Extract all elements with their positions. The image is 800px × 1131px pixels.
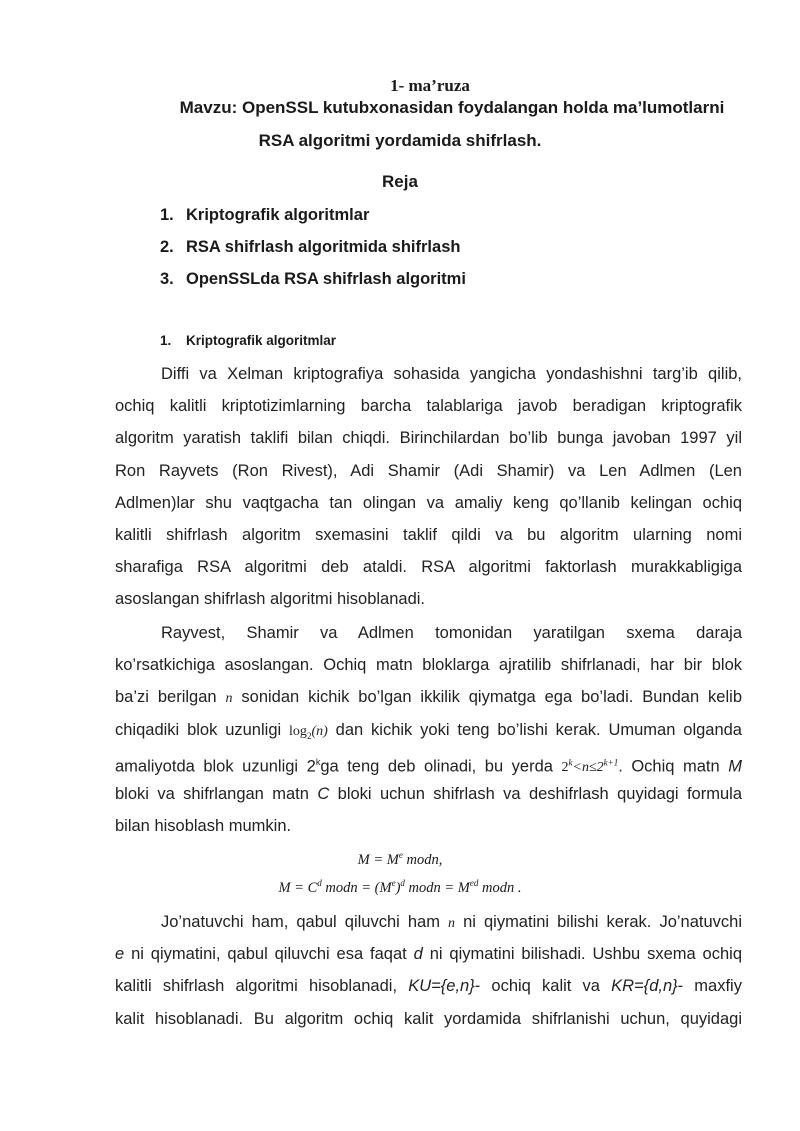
paragraph-line [115, 778, 742, 810]
paragraph-1 [115, 358, 742, 616]
paragraph-line: sharafiga RSA algoritmi deb ataldi. RSA algoritmi faktorlash murakkabligiga [115, 558, 742, 577]
math-variable-M: M [728, 757, 742, 776]
paragraph-line: kalit hisoblanadi. Bu algoritm ochiq kalit yordamida shifrlanishi uchun, quyidagi [115, 1009, 742, 1028]
plan-item-label: RSA shifrlash algoritmida shifrlash [186, 238, 461, 256]
text-run: ba’zi berilgan [115, 688, 217, 707]
paragraph-line: Rayvest, Shamir va Adlmen tomonidan yaratilgan sxema daraja [161, 624, 742, 642]
text-run: Jo’natuvchi ham, qabul qiluvchi ham [161, 913, 440, 931]
paragraph-line: Diffi va Xelman kriptografiya sohasida yangicha yondashishni targ’ib qilib, [161, 365, 742, 383]
section-title: Kriptografik algoritmlar [186, 333, 337, 348]
math-variable-n: n [225, 691, 233, 707]
plan-item-label: OpenSSLda RSA shifrlash algoritmi [186, 270, 466, 288]
paragraph-line: ochiq kalitli kriptotizimlarning barcha talablariga javob beradigan kriptografik [115, 397, 742, 416]
paragraph-line: algoritm yaratish taklifi bilan chiqdi. Birinchilardan bo’lib bunga javoban 1997 yil [115, 429, 742, 448]
math-variable-n: n [448, 916, 456, 931]
paragraph-line: ko’rsatkichiga asoslangan. Ochiq matn bloklarga ajratilib shifrlanadi, har bir blok [115, 656, 742, 675]
exponent: k [568, 757, 573, 768]
math-variable-d: d [413, 945, 423, 964]
formula-part: ) [395, 879, 401, 896]
text-run: . Ochiq matn [618, 757, 720, 776]
public-key: KU={e,n} [408, 977, 475, 996]
plan-list [160, 204, 466, 300]
plan-item [160, 204, 466, 236]
plan-title: Reja [382, 172, 418, 191]
formula-part: modn, [406, 851, 443, 868]
paragraph-line: kalitli shifrlash algoritm sxemasini taklif qildi va bu algoritm ularning nomi [115, 525, 742, 544]
formula-encryption [0, 850, 800, 869]
exponent: d [317, 878, 322, 888]
text-run: dan kichik yoki teng bo’lishi kerak. Umuman olganda [335, 720, 742, 739]
text-run: ni qiymatini bilishi kerak. Jo’natuvchi [463, 913, 742, 931]
math-variable-C: C [317, 784, 330, 803]
exponent: e [398, 850, 403, 860]
text-run: kalitli shifrlash algoritmi hisoblanadi, [115, 977, 398, 996]
text-run: bloki uchun shifrlash va deshifrlash quyidagi formula [337, 784, 742, 803]
paragraph-line: bilan hisoblash mumkin. [115, 817, 292, 836]
topic-title-line2: RSA algoritmi yordamida shifrlash. [258, 131, 542, 150]
paragraph-line [115, 746, 742, 778]
paragraph-line: asoslangan shifrlash algoritmi hisoblanadi. [115, 590, 426, 609]
formula-part: M = C [278, 879, 318, 896]
paragraph-line: Adlmen)lar shu vaqtgacha tan olingan va amaliy keng qo’llanib kelingan ochiq [115, 493, 742, 512]
text-run: - maxfiy [677, 977, 742, 996]
paragraph-3 [115, 906, 742, 1035]
plan-item-label: Kriptografik algoritmlar [186, 206, 370, 224]
exponent: k [315, 756, 321, 767]
section-number: 1. [160, 333, 172, 348]
private-key: KR={d,n} [611, 977, 678, 996]
formula-part: modn = M [408, 879, 470, 896]
paragraph-line [115, 938, 742, 970]
text-run: bloki va shifrlangan matn [115, 784, 309, 803]
log-argument: (n) [311, 723, 328, 739]
inequality [561, 757, 619, 776]
log-base: 2 [306, 730, 312, 741]
lecture-number: 1- ma’ruza [390, 76, 470, 95]
section-heading [160, 333, 336, 348]
exponent: ed [469, 878, 479, 888]
topic-title-line1: Mavzu: OpenSSL kutubxonasidan foydalangan holda ma’lumotlarni [179, 98, 725, 117]
paragraph-2 [115, 617, 742, 842]
text-run: ni qiymatini, qabul qiluvchi esa faqat [131, 945, 407, 964]
math-variable-e: e [115, 945, 125, 964]
ineq-base: 2 [561, 760, 569, 776]
text-run: chiqadiki blok uzunligi [115, 720, 282, 739]
exponent: d [400, 878, 405, 888]
text-run: amaliyotda blok uzunligi 2 [115, 757, 316, 776]
formula-decryption [0, 878, 800, 897]
paragraph-line [115, 714, 742, 746]
exponent: e [391, 878, 396, 888]
log-expression [289, 724, 328, 739]
text-run: sonidan kichik bo’lgan ikkilik qiymatga ega bo’ladi. Bundan kelib [241, 688, 742, 707]
plan-item [160, 236, 466, 268]
paragraph-line [115, 906, 742, 938]
formula-part: modn . [482, 879, 522, 896]
text-run: ga teng deb olinadi, bu yerda [320, 757, 553, 776]
paragraph-line [115, 681, 742, 713]
plan-item-number: 2. [160, 238, 174, 256]
paragraph-line [115, 970, 742, 1002]
ineq-middle: <n≤2 [572, 760, 604, 776]
exponent: k+1 [603, 757, 619, 768]
plan-item-number: 3. [160, 270, 174, 288]
paragraph-line: Ron Rayvets (Ron Rivest), Adi Shamir (Adi Shamir) va Len Adlmen (Len [115, 461, 742, 480]
formula-part: M = M [357, 851, 399, 868]
formula-part: modn = (M [325, 879, 392, 896]
text-run: - ochiq kalit va [474, 977, 600, 996]
plan-item [160, 268, 466, 300]
text-run: ni qiymatini bilishadi. Ushbu sxema ochiq [429, 945, 743, 964]
log-function: log [289, 723, 307, 739]
plan-item-number: 1. [160, 206, 174, 224]
